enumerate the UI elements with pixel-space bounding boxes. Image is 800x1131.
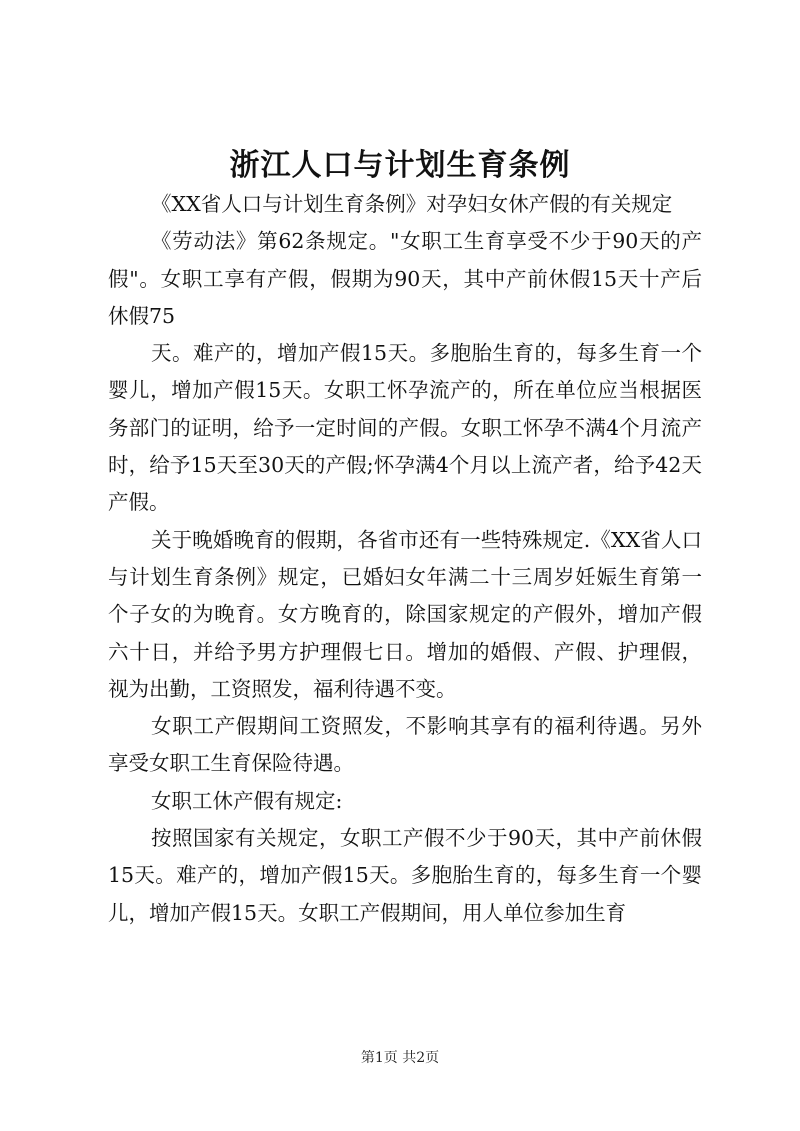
- paragraph: 天。难产的，增加产假15天。多胞胎生育的，每多生育一个婴儿，增加产假15天。女职工怀孕流产的，所在单位应当根据医务部门的证明，给予一定时间的产假。女职工怀孕不满4个月流产时，给予15天至30天的产假;怀孕满4个月以上流产者，给予42天产假。: [108, 341, 702, 515]
- page-number-footer: 第1页 共2页: [360, 1050, 440, 1066]
- paragraph: 《劳动法》第62条规定。"女职工生育享受不少于90天的产假"。女职工享有产假，假期为90天，其中产前休假15天十产后休假75: [108, 229, 702, 328]
- paragraph: 按照国家有关规定，女职工产假不少于90天，其中产前休假15天。难产的，增加产假15天。多胞胎生育的，每多生育一个婴儿，增加产假15天。女职工产假期间，用人单位参加生育: [108, 826, 702, 925]
- paragraph: 女职工休产假有规定:: [151, 788, 343, 813]
- paragraph: 女职工产假期间工资照发，不影响其享有的福利待遇。另外享受女职工生育保险待遇。: [108, 714, 702, 776]
- paragraph: 《XX省人口与计划生育条例》对孕妇女休产假的有关规定: [151, 192, 673, 216]
- document-title: 浙江人口与计划生育条例: [229, 148, 571, 183]
- document-body: [108, 186, 702, 932]
- paragraph: 关于晚婚晚育的假期，各省市还有一些特殊规定.《XX省人口与计划生育条例》规定，已婚妇女年满二十三周岁妊娠生育第一个子女的为晚育。女方晚育的，除国家规定的产假外，增加产假六十日，并给予男方护理假七日。增加的婚假、产假、护理假，视为出勤，工资照发，福利待遇不变。: [108, 527, 702, 701]
